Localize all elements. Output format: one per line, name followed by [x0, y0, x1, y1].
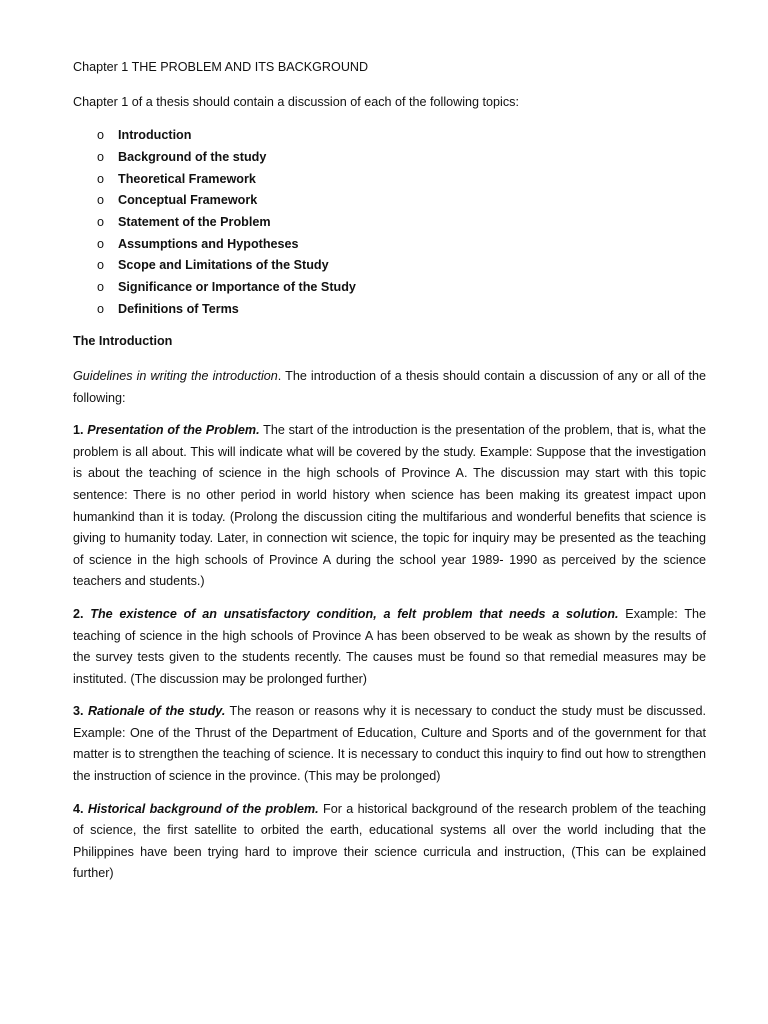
topic-label: Definitions of Terms — [118, 301, 239, 316]
topic-label: Statement of the Problem — [118, 214, 271, 229]
paragraph-title: Historical background of the problem. — [87, 801, 319, 816]
topic-label: Conceptual Framework — [118, 193, 258, 208]
paragraph-body: For a historical background of the research problem of the teaching of science, the first satellite to orbited the earth, educational systems all over the world including that the Philippines have been trying hard to improve their science curricula and instruction, (This can be explained further) — [73, 801, 706, 881]
bullet-icon: o — [97, 258, 105, 273]
topic-label: Theoretical Framework — [118, 171, 256, 186]
chapter-intro: Chapter 1 of a thesis should contain a discussion of each of the following topics: — [73, 94, 519, 109]
topic-label: Scope and Limitations of the Study — [118, 258, 329, 273]
paragraph-number: 4. — [73, 801, 84, 816]
topic-label: Introduction — [118, 128, 192, 143]
topic-list-item — [73, 169, 706, 191]
bullet-icon: o — [97, 193, 105, 208]
paragraph-number: 2. — [73, 606, 84, 621]
topic-label: Assumptions and Hypotheses — [118, 236, 299, 251]
topic-list-item — [73, 255, 706, 277]
document-page — [73, 57, 706, 896]
paragraph-title: The existence of an unsatisfactory condition, a felt problem that needs a solution. — [90, 606, 619, 621]
bullet-icon: o — [97, 301, 105, 316]
guidelines-paragraph — [73, 366, 706, 409]
topic-label: Background of the study — [118, 149, 267, 164]
bullet-icon: o — [97, 149, 105, 164]
paragraph-title: Rationale of the study. — [87, 704, 226, 719]
bullet-icon: o — [97, 214, 105, 229]
numbered-paragraph — [73, 701, 706, 787]
paragraph-body: The reason or reasons why it is necessary to conduct the study must be discussed. Example: One of the Thrust of the Department of Education, Culture and Sports and of the government for that matter is to strengthen the teaching of science. It is necessary to conduct this inquiry to find out how to strengthen the instruction of science in the province. (This may be prolonged) — [73, 704, 707, 784]
topic-list-item — [73, 234, 706, 256]
topic-list-item — [73, 277, 706, 299]
bullet-icon: o — [97, 280, 105, 294]
topic-list — [73, 125, 706, 320]
paragraph-body: The start of the introduction is the presentation of the problem, that is, what the problem is all about. This will indicate what will be covered by the study. Example: Suppose that the investigation is about the teaching of science in the high schools of Province A. The discussion may start with this topic sentence: There is no other period in world history when science has been making its greatest impact upon humankind than it is today. (Prolong the discussion citing the multifarious and wonderful benefits that science is giving to humanity today. Later, in connection wit science, the topic for inquiry may be presented as the teaching of science in the high schools of Province A during the school year 1989- 1990 as perceived by the science teachers and students.) — [73, 423, 707, 589]
chapter-title: Chapter 1 THE PROBLEM AND ITS BACKGROUND — [73, 60, 369, 74]
guidelines-text: . The introduction of a thesis should contain a discussion of any or all of the following: — [73, 368, 706, 405]
paragraph-body: Example: The teaching of science in the high schools of Province A has been observed to be weak as shown by the results of the survey tests given to the students recently. The causes must be found so that remedial measures may be instituted. (The discussion may be prolonged further) — [73, 606, 707, 686]
numbered-paragraph — [73, 604, 706, 690]
paragraph-number: 3. — [73, 704, 84, 719]
bullet-icon: o — [97, 128, 105, 143]
numbered-paragraph — [73, 799, 706, 885]
topic-list-item — [73, 190, 706, 212]
topic-list-item — [73, 147, 706, 169]
topic-list-item — [73, 212, 706, 234]
numbered-paragraph — [73, 420, 706, 593]
paragraph-title: Presentation of the Problem. — [87, 423, 260, 438]
guidelines-label: Guidelines in writing the introduction — [73, 368, 278, 383]
section-heading-introduction: The Introduction — [73, 334, 173, 349]
bullet-icon: o — [97, 236, 105, 251]
bullet-icon: o — [97, 171, 105, 186]
topic-label: Significance or Importance of the Study — [118, 280, 356, 294]
topic-list-item — [73, 299, 706, 321]
paragraph-number: 1. — [73, 423, 84, 438]
topic-list-item — [73, 125, 706, 147]
